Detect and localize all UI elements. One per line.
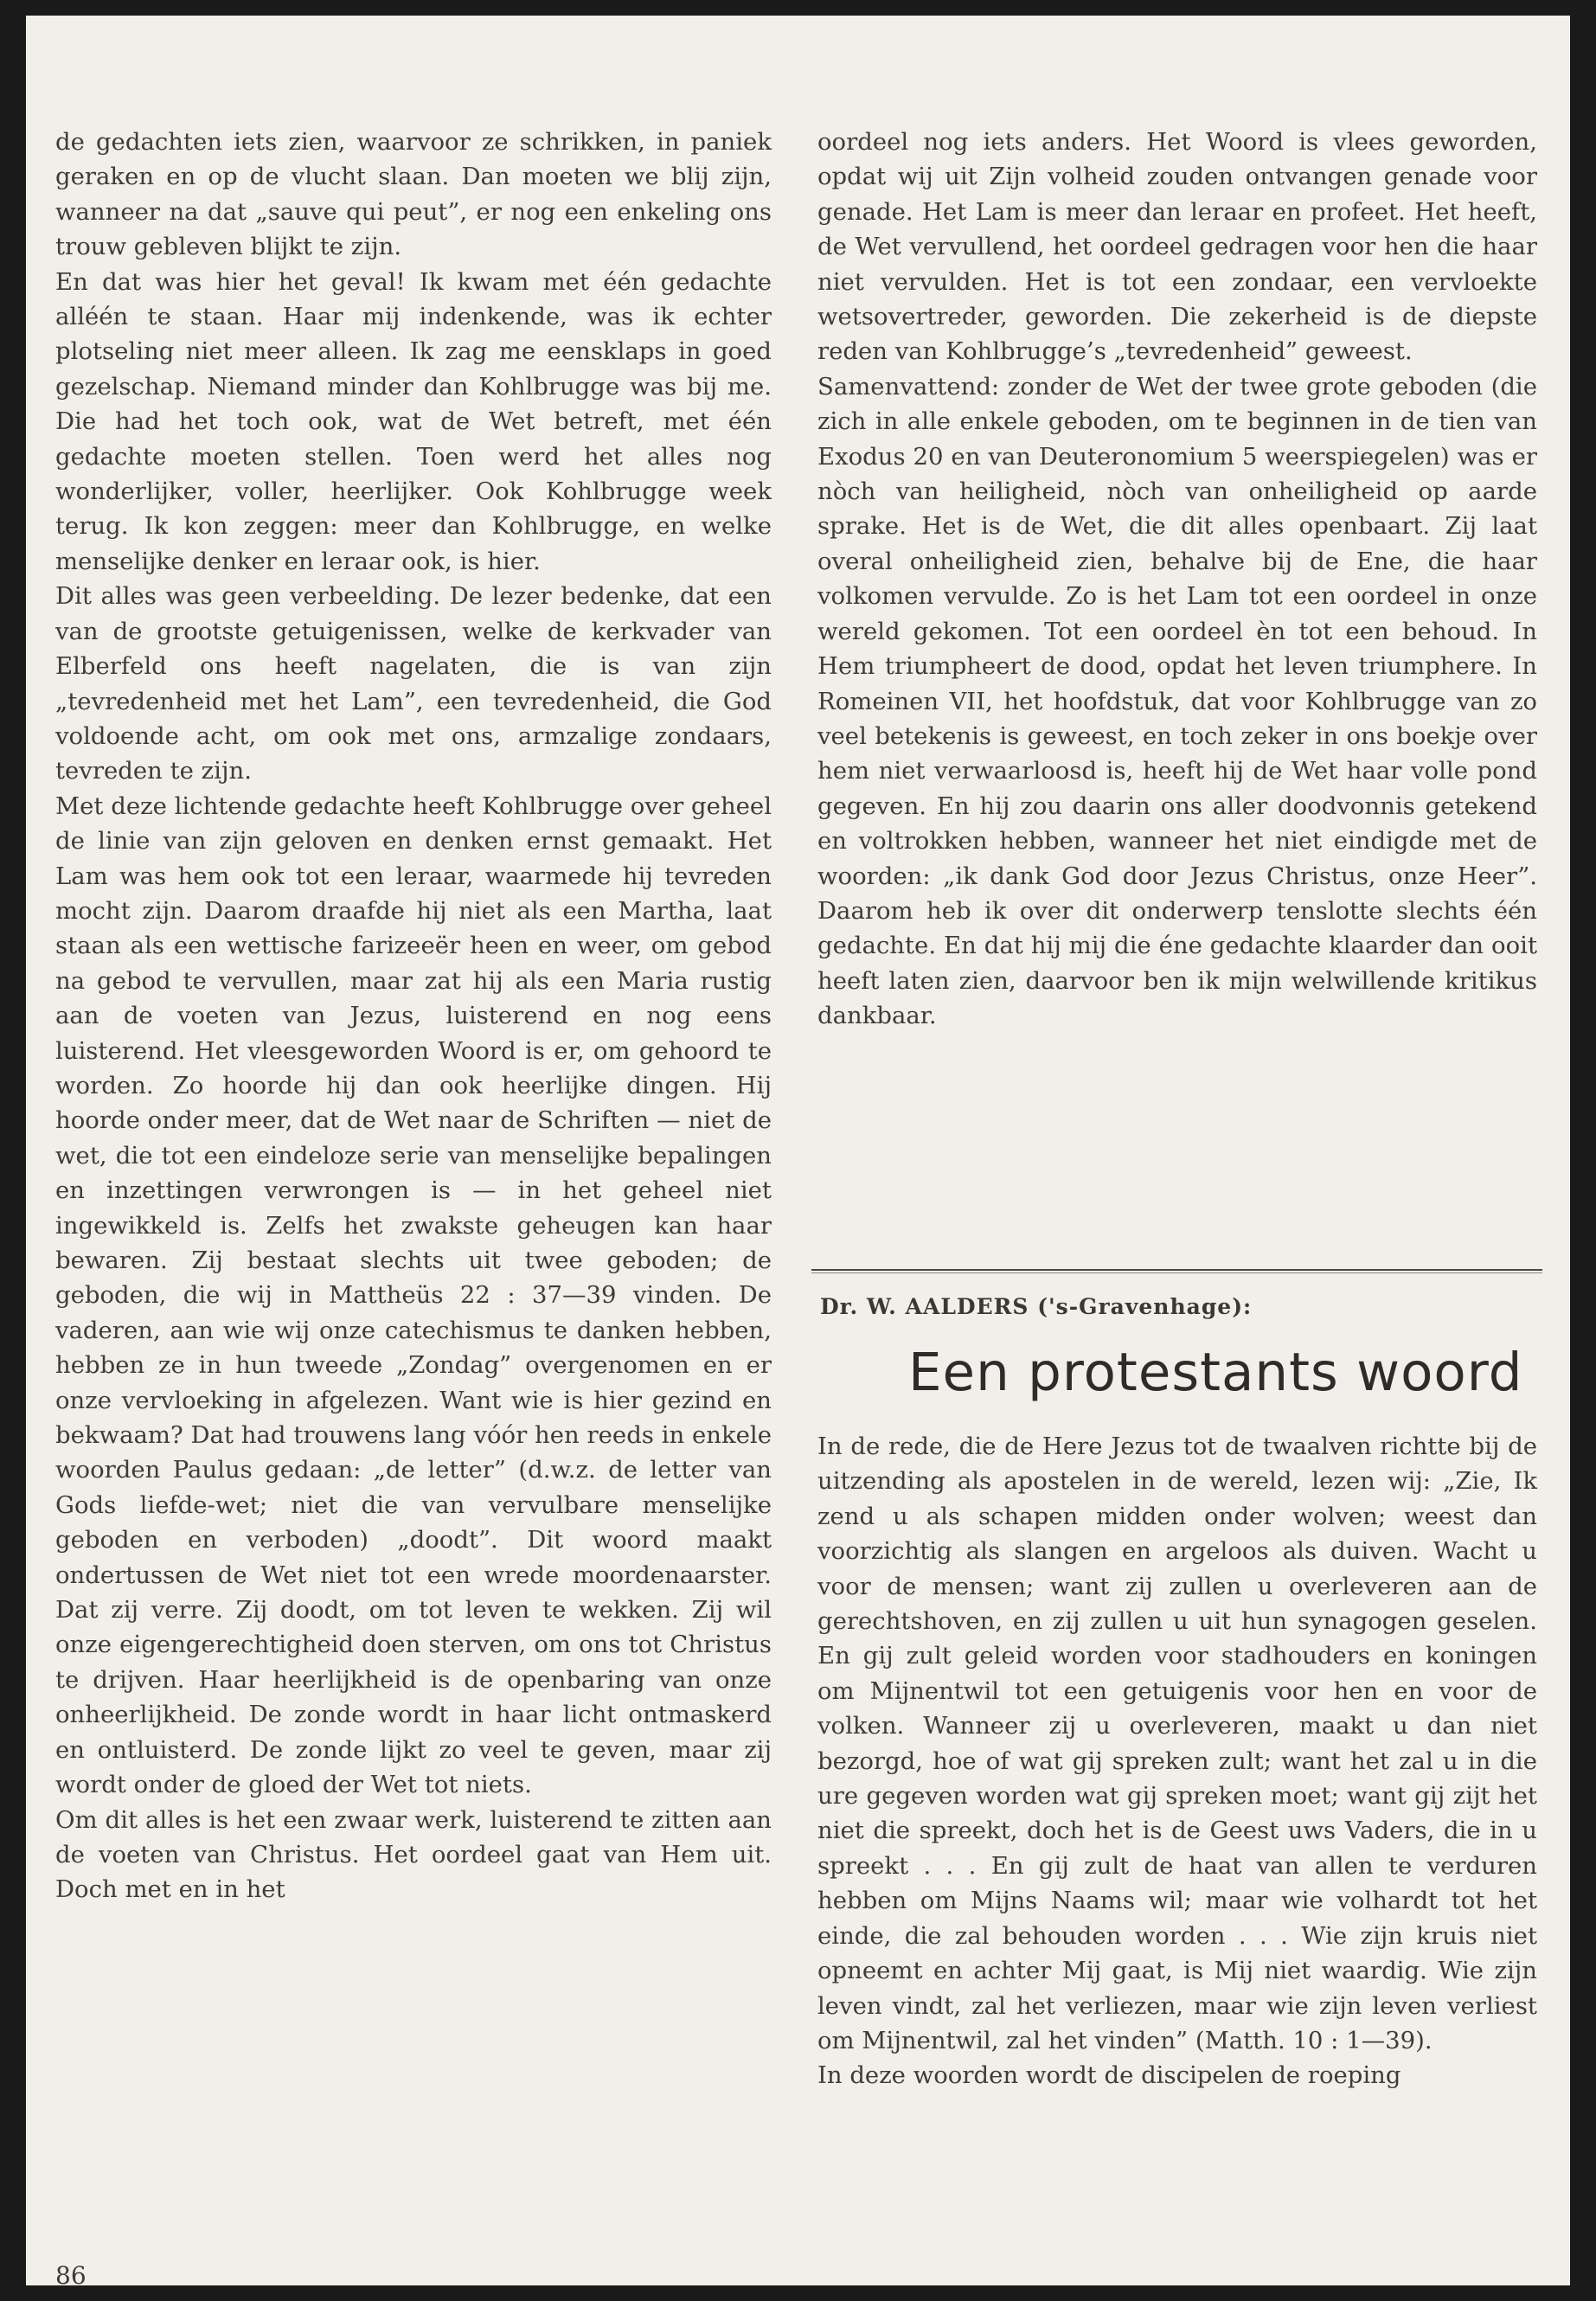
paragraph: In deze woorden wordt de discipelen de roeping <box>817 2061 1401 2090</box>
paragraph: de gedachten iets zien, waarvoor ze schrikken, in paniek geraken en op de vlucht slaan. Dan moeten we blij zijn, wanneer na dat „sauve qui peut”, er nog een enkeling ons trouw gebleven blijkt te zijn. <box>55 128 772 261</box>
paragraph: Met deze lichtende gedachte heeft Kohlbrugge over geheel de linie van zijn geloven en denken ernst gemaakt. Het Lam was hem ook tot een leraar, waarmede hij tevreden mocht zijn. Daarom draafde hij niet als een Martha, laat staan als een wettische farizeeër heen en weer, om gebod na gebod te vervullen, maar zat hij als een Maria rustig aan de voeten van Jezus, luisterend en nog eens luisterend. Het vleesgeworden Woord is er, om gehoord te worden. Zo hoorde hij dan ook heerlijke dingen. Hij hoorde onder meer, dat de Wet naar de Schriften — niet de wet, die tot een eindeloze serie van menselijke bepalingen en inzettingen verwrongen is — in het geheel niet ingewikkeld is. Zelfs het zwakste geheugen kan haar bewaren. Zij bestaat slechts uit twee geboden; de geboden, die wij in Mattheüs 22 : 37—39 vinden. De vaderen, aan wie wij onze catechismus te danken hebben, hebben ze in hun tweede „Zondag” overgenomen en er onze vervloeking in afgelezen. Want wie is hier gezind en bekwaam? Dat had trouwens lang vóór hen reeds in enkele woorden Paulus gedaan: „de letter” (d.w.z. de letter van Gods liefde-wet; niet die van vervulbare menselijke geboden en verboden) „doodt”. Dit woord maakt ondertussen de Wet niet tot een wrede moordenaarster. Dat zij verre. Zij doodt, om tot leven te wekken. Zij wil onze eigengerechtigheid doen sterven, om ons tot Christus te drijven. Haar heerlijkheid is de openbaring van onze onheerlijkheid. De zonde wordt in haar licht ontmaskerd en ontluisterd. De zonde lijkt zo veel te geven, maar zij wordt onder de gloed der Wet tot niets. <box>55 792 772 1799</box>
right-column <box>817 125 1537 1034</box>
paragraph: Om dit alles is het een zwaar werk, luisterend te zitten aan de voeten van Christus. Het oordeel gaat van Hem uit. Doch met en in het <box>55 1805 772 1904</box>
paragraph: In de rede, die de Here Jezus tot de twaalven richtte bij de uitzending als apostelen in de wereld, lezen wij: „Zie, Ik zend u als schapen midden onder wolven; weest dan voorzichtig als slangen en argeloos als duiven. Wacht u voor de mensen; want zij zullen u overleveren aan de gerechtshoven, en zij zullen u uit hun synagogen geselen. En gij zult geleid worden voor stadhouders en koningen om Mijnentwil tot een getuigenis voor hen en voor de volken. Wanneer zij u overleveren, maakt u dan niet bezorgd, hoe of wat gij spreken zult; want het zal u in die ure gegeven worden wat gij spreken moet; want gij zijt het niet die spreekt, doch het is de Geest uws Vaders, die in u spreekt . . . En gij zult de haat van allen te verduren hebben om Mijns Naams wil; maar wie volhardt tot het einde, die zal behouden worden . . . Wie zijn kruis niet opneemt en achter Mij gaat, is Mij niet waardig. Wie zijn leven vindt, zal het verliezen, maar wie zijn leven verliest om Mijnentwil, zal het vinden” (Matth. 10 : 1—39). <box>817 1433 1537 2054</box>
paragraph: Dit alles was geen verbeelding. De lezer bedenke, dat een van de grootste getuigenissen, welke de kerkvader van Elberfeld ons heeft nagelaten, die is van zijn „tevredenheid met het Lam”, een tevredenheid, die God voldoende acht, om ook met ons, armzalige zondaars, tevreden te zijn. <box>55 582 772 785</box>
page-sheet <box>26 16 1570 2290</box>
paragraph: oordeel nog iets anders. Het Woord is vlees geworden, opdat wij uit Zijn volheid zouden ontvangen genade voor genade. Het Lam is meer dan leraar en profeet. Het heeft, de Wet vervullend, het oordeel gedragen voor hen die haar niet vervulden. Het is tot een zondaar, een vervloekte wetsovertreder, geworden. Die zekerheid is de diepste reden van Kohlbrugge’s „tevredenheid” geweest. <box>817 128 1537 366</box>
paragraph: Samenvattend: zonder de Wet der twee grote geboden (die zich in alle enkele geboden, om te beginnen in de tien van Exodus 20 en van Deuteronomium 5 weerspiegelen) was er nòch van heiligheid, nòch van onheiligheid op aarde sprake. Het is de Wet, die dit alles openbaart. Zij laat overal onheiligheid zien, behalve bij de Ene, die haar volkomen vervulde. Zo is het Lam tot een oordeel in onze wereld gekomen. Tot een oordeel èn tot een behoud. In Hem triumpheert de dood, opdat het leven triumphere. In Romeinen VII, het hoofdstuk, dat voor Kohlbrugge van zo veel betekenis is geweest, en toch zeker in ons boekje over hem niet verwaarloosd is, heeft hij de Wet haar volle pond gegeven. En hij zou daarin ons aller doodvonnis getekend en voltrokken hebben, wanneer het niet eindigde met de woorden: „ik dank God door Jezus Christus, onze Heer”. Daarom heb ik over dit onderwerp tenslotte slechts één gedachte. En dat hij mij die éne gedachte klaarder dan ooit heeft laten zien, daarvoor ben ik mijn welwillende kritikus dankbaar. <box>817 372 1537 1030</box>
article-byline: Dr. W. AALDERS ('s-Gravenhage): <box>820 1294 1253 1319</box>
article-title: Een protestants woord <box>908 1342 1523 1403</box>
page-number: 86 <box>55 2261 87 2290</box>
article-body <box>817 1429 1537 2093</box>
section-divider <box>811 1269 1542 1273</box>
left-column <box>55 125 772 1907</box>
paragraph: En dat was hier het geval! Ik kwam met één gedachte alléén te staan. Haar mij indenkende, was ik echter plotseling niet meer alleen. Ik zag me eensklaps in goed gezelschap. Niemand minder dan Kohlbrugge was bij me. Die had het toch ook, wat de Wet betreft, met één gedachte moeten stellen. Toen werd het alles nog wonderlijker, voller, heerlijker. Ook Kohlbrugge week terug. Ik kon zeggen: meer dan Kohlbrugge, en welke menselijke denker en leraar ook, is hier. <box>55 267 772 575</box>
